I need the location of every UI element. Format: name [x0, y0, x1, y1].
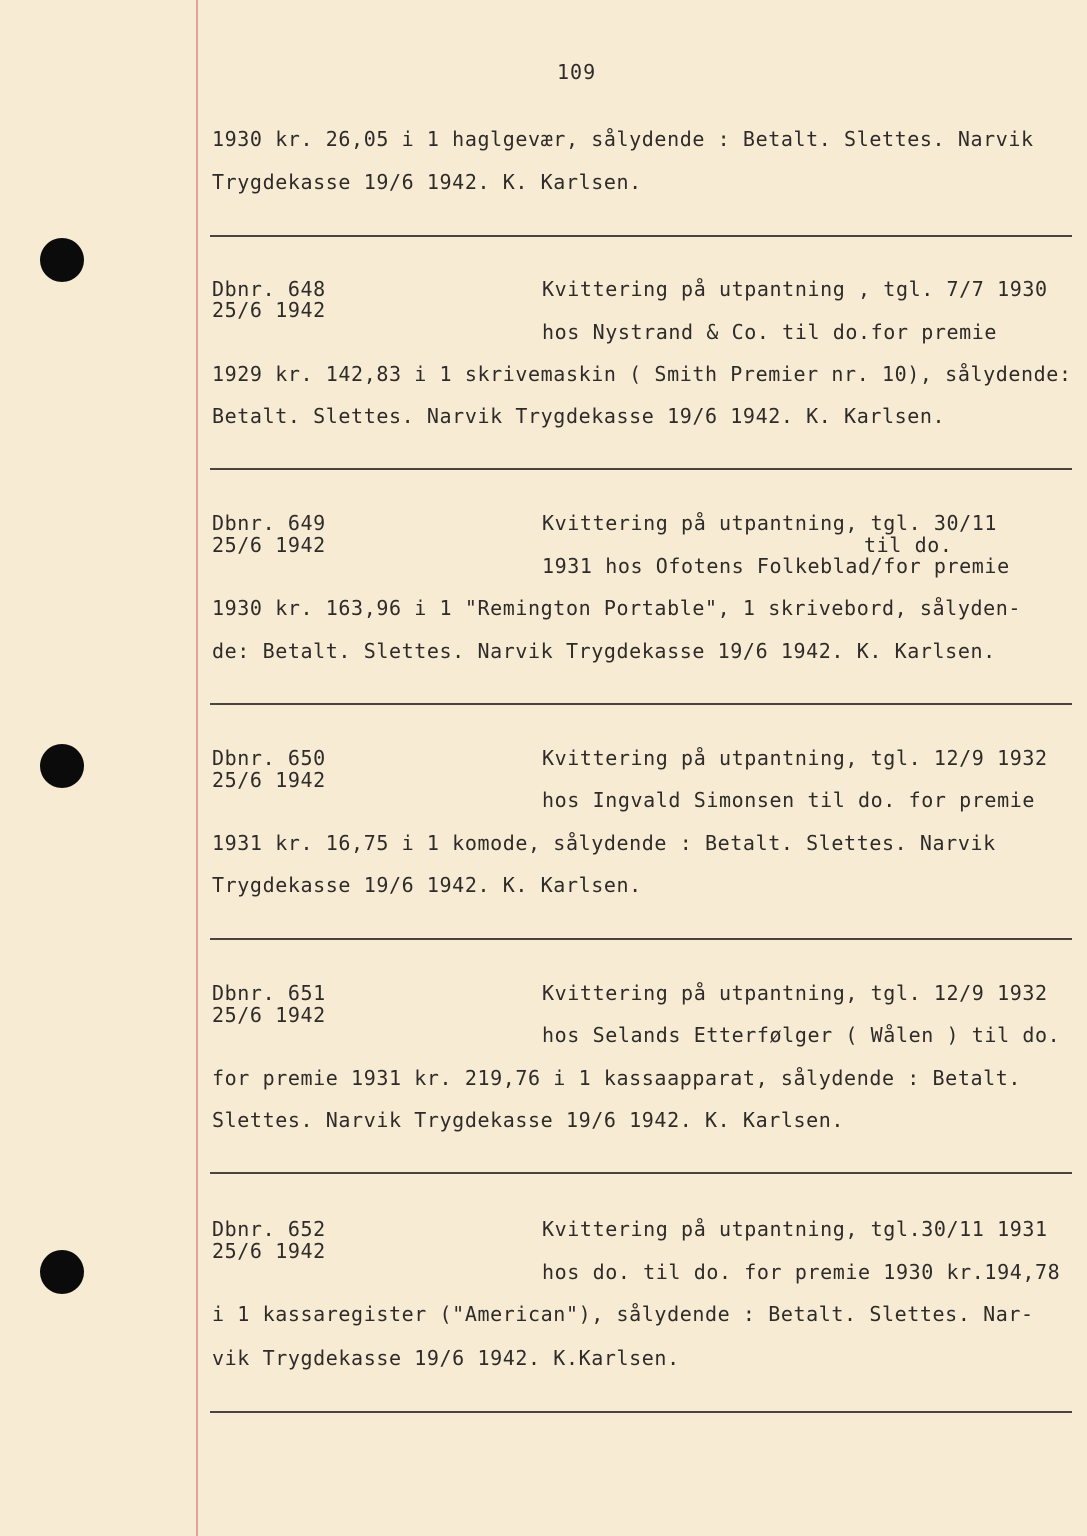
- entry-line: de: Betalt. Slettes. Narvik Trygdekasse 19/6 1942. K. Karlsen.: [212, 639, 996, 663]
- entry-line: 1929 kr. 142,83 i 1 skrivemaskin ( Smith Premier nr. 10), sålydende:: [212, 362, 1072, 386]
- entry-line: til do.: [864, 533, 953, 557]
- entry-line: 1931 kr. 16,75 i 1 komode, sålydende : Betalt. Slettes. Narvik: [212, 831, 996, 855]
- entry-line: Kvittering på utpantning, tgl. 12/9 1932: [542, 981, 1048, 1005]
- entry-line: Kvittering på utpantning, tgl.30/11 1931: [542, 1217, 1048, 1241]
- divider: [210, 938, 1072, 940]
- entry-line: Kvittering på utpantning, tgl. 12/9 1932: [542, 746, 1048, 770]
- margin-line: [196, 0, 198, 1536]
- entry-date: 25/6 1942: [212, 1003, 326, 1027]
- punch-hole-icon: [40, 1250, 84, 1294]
- divider: [210, 235, 1072, 237]
- entry-line: hos Selands Etterfølger ( Wålen ) til do.: [542, 1023, 1061, 1047]
- entry-line: Betalt. Slettes. Narvik Trygdekasse 19/6 1942. K. Karlsen.: [212, 404, 946, 428]
- intro-line: 1930 kr. 26,05 i 1 haglgevær, sålydende : Betalt. Slettes. Narvik: [212, 127, 1034, 151]
- entry-dbnr: Dbnr. 648: [212, 277, 326, 301]
- entry-date: 25/6 1942: [212, 533, 326, 557]
- entry-line: hos do. til do. for premie 1930 kr.194,78: [542, 1260, 1061, 1284]
- entry-dbnr: Dbnr. 650: [212, 746, 326, 770]
- divider: [210, 468, 1072, 470]
- entry-line: 1931 hos Ofotens Folkeblad/for premie: [542, 554, 1010, 578]
- entry-line: Kvittering på utpantning , tgl. 7/7 1930: [542, 277, 1048, 301]
- entry-date: 25/6 1942: [212, 768, 326, 792]
- divider: [210, 703, 1072, 705]
- entry-line: Kvittering på utpantning, tgl. 30/11: [542, 511, 998, 535]
- entry-dbnr: Dbnr. 651: [212, 981, 326, 1005]
- entry-date: 25/6 1942: [212, 1239, 326, 1263]
- entry-line: i 1 kassaregister ("American"), sålydende : Betalt. Slettes. Nar-: [212, 1302, 1034, 1326]
- entry-dbnr: Dbnr. 652: [212, 1217, 326, 1241]
- entry-line: Slettes. Narvik Trygdekasse 19/6 1942. K. Karlsen.: [212, 1108, 845, 1132]
- entry-line: hos Nystrand & Co. til do.for premie: [542, 320, 998, 344]
- entry-line: hos Ingvald Simonsen til do. for premie: [542, 788, 1035, 812]
- entry-line: 1930 kr. 163,96 i 1 "Remington Portable", 1 skrivebord, sålyden-: [212, 596, 1022, 620]
- punch-hole-icon: [40, 744, 84, 788]
- punch-hole-icon: [40, 238, 84, 282]
- divider: [210, 1172, 1072, 1174]
- entry-line: Trygdekasse 19/6 1942. K. Karlsen.: [212, 873, 642, 897]
- entry-date: 25/6 1942: [212, 298, 326, 322]
- entry-dbnr: Dbnr. 649: [212, 511, 326, 535]
- divider: [210, 1411, 1072, 1413]
- entry-line: for premie 1931 kr. 219,76 i 1 kassaapparat, sålydende : Betalt.: [212, 1066, 1022, 1090]
- entry-line: vik Trygdekasse 19/6 1942. K.Karlsen.: [212, 1346, 680, 1370]
- page-number: 109: [557, 60, 597, 84]
- intro-line: Trygdekasse 19/6 1942. K. Karlsen.: [212, 170, 642, 194]
